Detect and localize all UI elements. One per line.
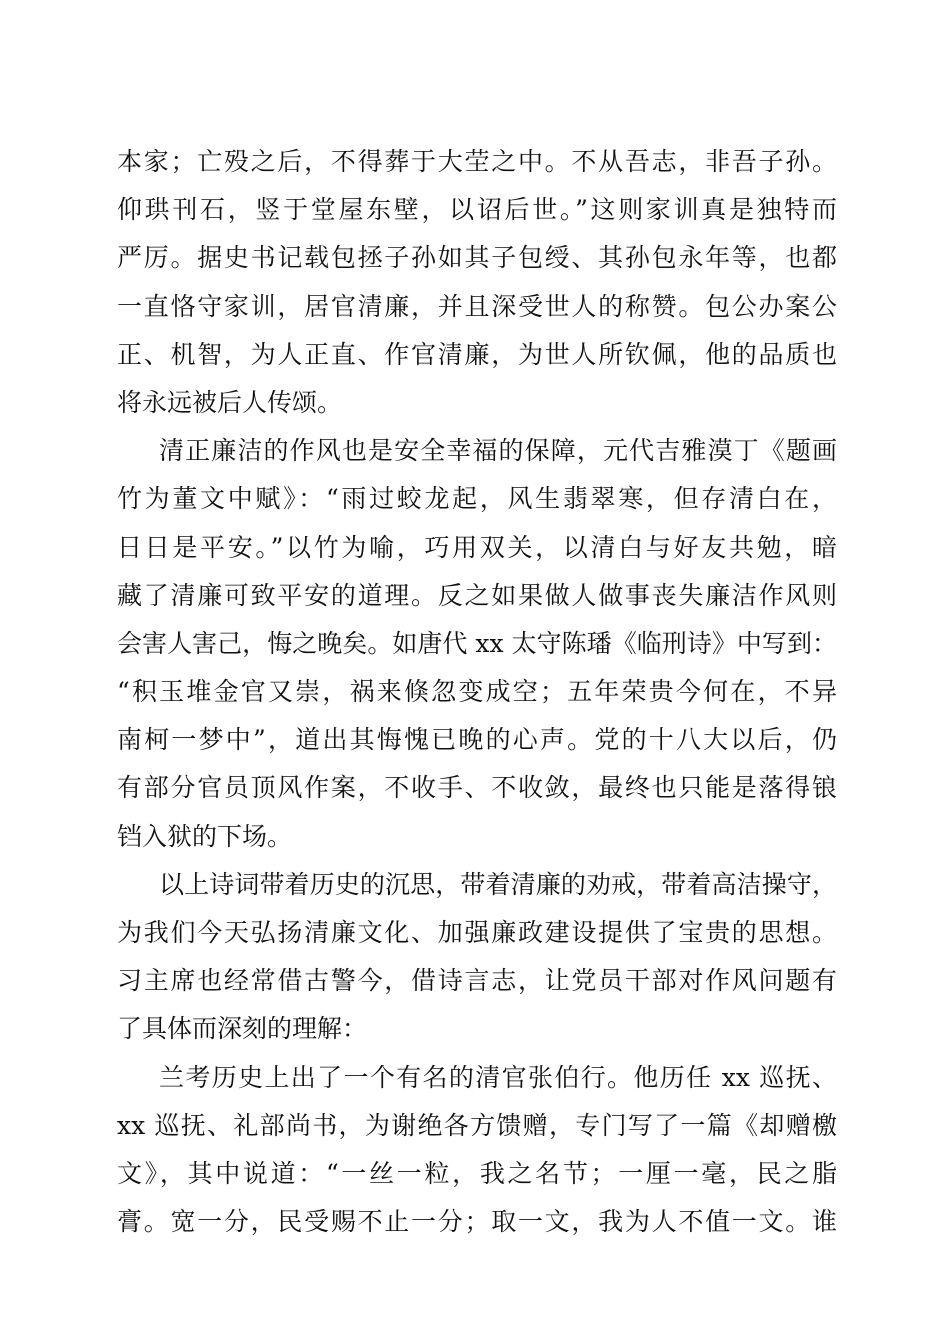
- text-line: 仰珙刊石，竖于堂屋东壁，以诏后世。”这则家训真是独特而: [117, 195, 837, 225]
- text-line: “积玉堆金官又崇，祸来倏忽变成空；五年荣贵今何在，不异: [117, 677, 837, 707]
- text-line: 文》，其中说道：“一丝一粒，我之名节；一厘一毫，民之脂: [117, 1158, 837, 1188]
- text-line: xx 巡抚、礼部尚书，为谢绝各方馈赠，专门写了一篇《却赠檄: [117, 1110, 837, 1140]
- text-line: 以上诗词带着历史的沉思，带着清廉的劝戒，带着高洁操守，: [159, 869, 837, 899]
- text-line: 兰考历史上出了一个有名的清官张伯行。他历任 xx 巡抚、: [159, 1062, 837, 1092]
- text-line: 本家；亡殁之后，不得葬于大茔之中。不从吾志，非吾子孙。: [117, 147, 837, 176]
- document-body: [117, 138, 837, 1246]
- text-line: 一直恪守家训，居官清廉，并且深受世人的称赞。包公办案公: [117, 291, 837, 321]
- text-line: 习主席也经常借古警今，借诗言志，让党员干部对作风问题有: [117, 966, 837, 996]
- text-line: 会害人害己，悔之晚矣。如唐代 xx 太守陈璠《临刑诗》中写到：: [117, 628, 837, 658]
- paragraph: [117, 138, 837, 427]
- text-line: 藏了清廉可致平安的道理。反之如果做人做事丧失廉洁作风则: [117, 580, 837, 610]
- text-line: 有部分官员顶风作案，不收手、不收敛，最终也只能是落得锒: [117, 773, 837, 803]
- paragraph: [117, 427, 837, 861]
- text-line: 为我们今天弘扬清廉文化、加强廉政建设提供了宝贵的思想。: [117, 918, 837, 947]
- text-line: 南柯一梦中”，道出其悔愧已晚的心声。党的十八大以后，仍: [117, 725, 837, 755]
- text-line: 清正廉洁的作风也是安全幸福的保障，元代吉雅漠丁《题画: [159, 436, 837, 466]
- text-line: 日日是平安。”以竹为喻，巧用双关，以清白与好友共勉，暗: [117, 532, 837, 562]
- text-line: 将永远被后人传颂。: [117, 387, 343, 417]
- text-line: 正、机智，为人正直、作官清廉，为世人所钦佩，他的品质也: [117, 339, 837, 369]
- text-line: 严厉。据史书记载包拯子孙如其子包绶、其孙包永年等，也都: [117, 243, 837, 273]
- text-line: 了具体而深刻的理解：: [117, 1014, 368, 1044]
- paragraph: [117, 861, 837, 1054]
- text-line: 膏。宽一分，民受赐不止一分；取一文，我为人不值一文。谁: [117, 1207, 837, 1237]
- text-line: 竹为董文中赋》：“雨过蛟龙起，风生翡翠寒，但存清白在，: [117, 484, 837, 514]
- text-line: 铛入狱的下场。: [117, 821, 293, 851]
- paragraph: [117, 1054, 837, 1247]
